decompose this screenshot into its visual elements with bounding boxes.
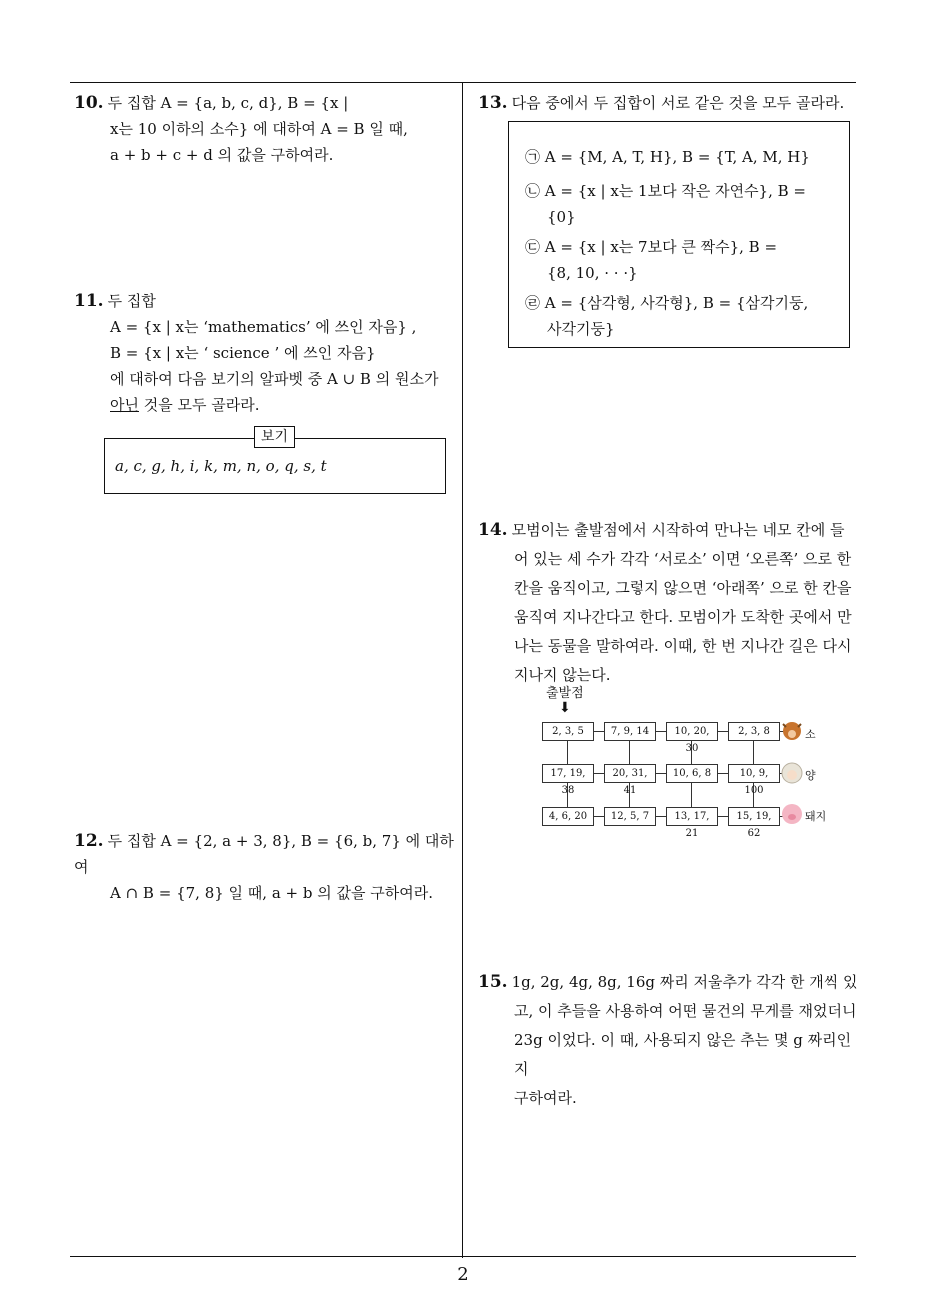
grid-cell: 4, 6, 20 [542, 807, 594, 826]
grid-cell: 17, 19, 38 [542, 764, 594, 783]
options-box [508, 121, 850, 348]
question-number: 13. [478, 93, 508, 113]
option-4: ㉣ A = {삼각형, 사각형}, B = {삼각기둥, 사각기둥} [525, 294, 809, 338]
option-3: ㉢ A = {x | x는 7보다 큰 짝수}, B = {8, 10, · · ·} [525, 238, 778, 282]
question-14: 14. 모범이는 출발점에서 시작하여 만나는 네모 칸에 들 어 있는 세 수가 각각 ‘서로소’ 이면 ‘오른쪽’ 으로 한 칸을 움직이고, 그렇지 않으면 ‘아래쪽’ 으로 한 칸을 움직여 지나간다고 한다. 모범이가 도착한 곳에서 만 나는 동물을 말하여라. 이때, 한 번 지나간 길은 다시 지나지 않는다. [478, 520, 852, 684]
question-15: 15. 1g, 2g, 4g, 8g, 16g 짜리 저울추가 각각 한 개씩 있 고, 이 추들을 사용하여 어떤 물건의 무게를 재었더니 23g 이었다. 이 때, 사용되지 않은 추는 몇 g 짜리인지 구하여라. [478, 972, 858, 1107]
grid-cell: 10, 9, 100 [728, 764, 780, 783]
grid-cell: 13, 17, 21 [666, 807, 718, 826]
path-diagram [540, 682, 830, 839]
sheep-icon [780, 761, 804, 785]
grid-cell: 10, 6, 8 [666, 764, 718, 783]
grid-cell: 15, 19, 62 [728, 807, 780, 826]
question-11: 11. 두 집합 A = {x | x는 ‘mathematics’ 에 쓰인 자음} , B = {x | x는 ‘ science ’ 에 쓰인 자음} 에 대하여 다음 보기의 알파벳 중 A ∪ B 의 원소가 아닌 것을 모두 골라라. [74, 291, 439, 414]
grid-cell: 12, 5, 7 [604, 807, 656, 826]
example-content: a, c, g, h, i, k, m, n, o, q, s, t [115, 457, 327, 475]
bottom-rule [70, 1256, 856, 1257]
question-12: 12. 두 집합 A = {2, a + 3, 8}, B = {6, b, 7} 에 대하여 A ∩ B = {7, 8} 일 때, a + b 의 값을 구하여라. [74, 831, 454, 902]
question-10: 10. 두 집합 A = {a, b, c, d}, B = {x | x는 10 이하의 소수} 에 대하여 A = B 일 때, a + b + c + d 의 값을 구하여라. [74, 93, 408, 164]
grid-cell: 10, 20, 30 [666, 722, 718, 741]
question-number: 15. [478, 972, 508, 992]
question-number: 12. [74, 831, 104, 851]
animal-label-pig: 돼지 [805, 810, 827, 823]
option-2: ㉡ A = {x | x는 1보다 작은 자연수}, B = {0} [525, 182, 806, 226]
grid-cell: 2, 3, 5 [542, 722, 594, 741]
question-number: 14. [478, 520, 508, 540]
start-label: 출발점 [546, 686, 584, 701]
question-13: 13. 다음 중에서 두 집합이 서로 같은 것을 모두 골라라. [478, 93, 845, 113]
question-number: 11. [74, 291, 104, 311]
example-tag: 보기 [254, 426, 295, 448]
grid-cell: 2, 3, 8 [728, 722, 780, 741]
option-1: ㉠ A = {M, A, T, H}, B = {T, A, M, H} [525, 148, 810, 166]
grid-cell: 7, 9, 14 [604, 722, 656, 741]
animal-label-sheep: 양 [805, 769, 816, 782]
question-number: 10. [74, 93, 104, 113]
down-arrow-icon: ⬇ [559, 700, 571, 716]
page-number: 2 [457, 1264, 469, 1285]
pig-icon [780, 802, 804, 826]
column-divider [462, 82, 463, 1258]
underlined-word: 아닌 [110, 396, 139, 414]
cow-icon [780, 718, 804, 742]
animal-label-cow: 소 [805, 728, 816, 741]
top-rule [70, 82, 856, 83]
grid-cell: 20, 31, 41 [604, 764, 656, 783]
